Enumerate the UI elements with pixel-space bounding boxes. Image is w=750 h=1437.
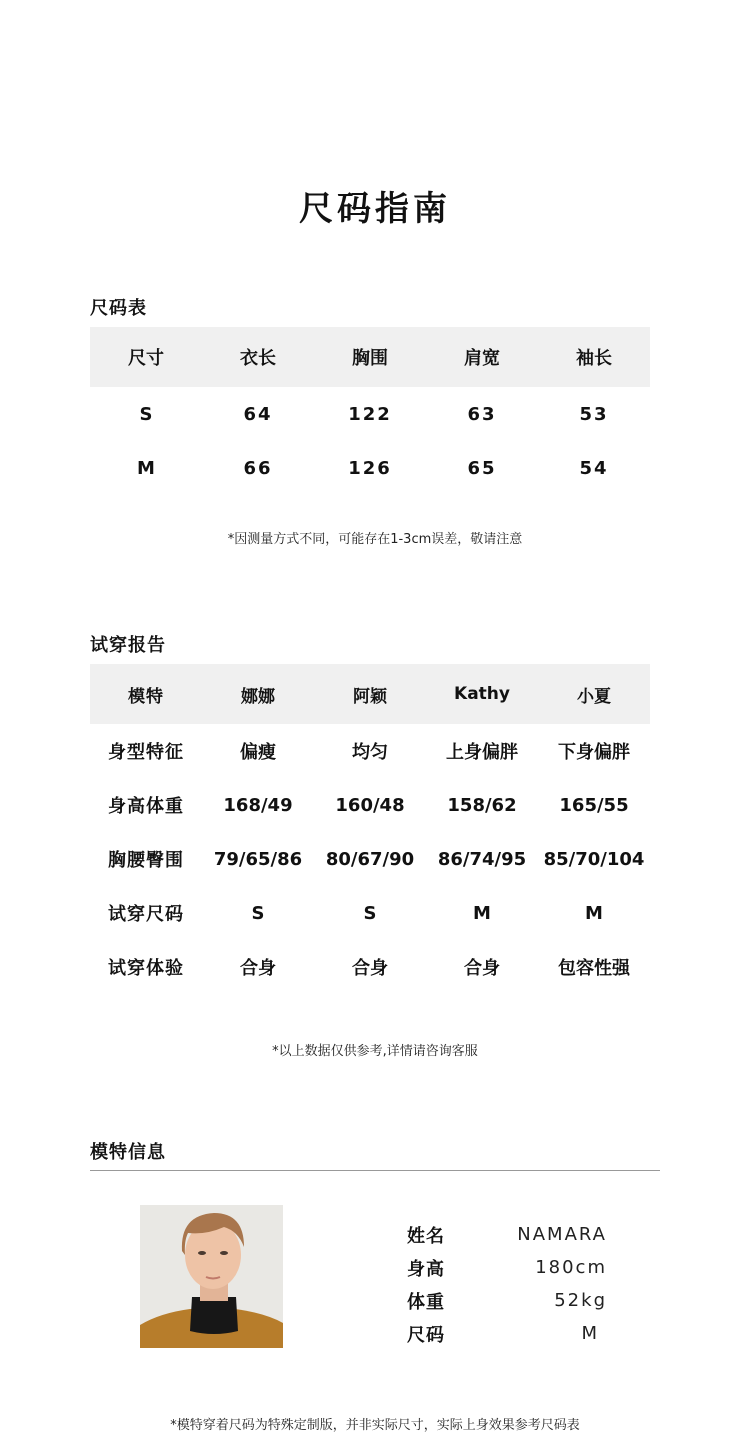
size-cell: 65 <box>467 457 497 479</box>
size-header-cell: 尺寸 <box>128 348 164 369</box>
model-info-list <box>407 1218 607 1350</box>
model-info-label: 体重 <box>407 1291 445 1313</box>
page-title: 尺码指南 <box>299 189 451 229</box>
size-cell: 66 <box>243 457 273 479</box>
fitting-report-title: 试穿报告 <box>90 635 166 656</box>
fitting-cell: M <box>585 902 603 924</box>
size-header-cell: 胸围 <box>352 348 388 369</box>
size-table <box>90 327 650 495</box>
size-table-header <box>90 327 650 387</box>
size-header-cell: 衣长 <box>240 348 276 369</box>
fitting-report-header <box>90 664 650 724</box>
fitting-header-cell: 阿颖 <box>353 686 387 707</box>
fitting-cell: 165/55 <box>559 794 629 816</box>
fitting-cell: 86/74/95 <box>437 848 527 870</box>
section-divider <box>90 1170 660 1171</box>
fitting-cell: 身型特征 <box>108 742 184 763</box>
model-info-row <box>407 1317 607 1350</box>
model-info-value: NAMARA <box>517 1224 607 1245</box>
size-table-note: *因测量方式不同，可能存在1-3cm误差，敬请注意 <box>227 532 523 547</box>
model-info-row <box>407 1251 607 1284</box>
fitting-cell: 合身 <box>352 958 388 979</box>
fitting-cell: 下身偏胖 <box>558 742 630 763</box>
model-info-label: 身高 <box>407 1258 445 1280</box>
model-info-value: 180cm <box>535 1257 607 1278</box>
size-cell: 64 <box>243 403 273 425</box>
model-info-title: 模特信息 <box>90 1142 166 1163</box>
table-row <box>90 940 650 994</box>
model-portrait-image <box>140 1205 283 1348</box>
fitting-cell: 身高体重 <box>108 796 184 817</box>
fitting-cell: 均匀 <box>352 742 388 763</box>
model-info-value: 52kg <box>554 1290 607 1311</box>
table-row <box>90 724 650 778</box>
fitting-cell: 合身 <box>464 958 500 979</box>
fitting-report-table <box>90 664 650 994</box>
fitting-cell: 80/67/90 <box>325 848 415 870</box>
model-photo <box>140 1205 283 1348</box>
fitting-cell: 试穿体验 <box>108 958 184 979</box>
size-cell: M <box>137 457 155 479</box>
fitting-cell: 偏瘦 <box>240 742 276 763</box>
model-info-row <box>407 1218 607 1251</box>
size-cell: 126 <box>348 457 392 479</box>
model-info-row <box>407 1284 607 1317</box>
fitting-cell: 168/49 <box>223 794 293 816</box>
table-row <box>90 886 650 940</box>
fitting-header-cell: 娜娜 <box>241 686 275 707</box>
fitting-cell: 上身偏胖 <box>446 742 518 763</box>
model-info-value: M <box>581 1323 599 1344</box>
table-row <box>90 441 650 495</box>
fitting-cell: 胸腰臀围 <box>108 850 184 871</box>
size-cell: 63 <box>467 403 497 425</box>
size-table-title: 尺码表 <box>90 298 147 319</box>
size-cell: 122 <box>348 403 392 425</box>
fitting-cell: S <box>363 902 377 924</box>
fitting-cell: 85/70/104 <box>543 848 645 870</box>
size-header-cell: 袖长 <box>576 348 612 369</box>
fitting-cell: M <box>473 902 491 924</box>
fitting-cell: 包容性强 <box>558 958 630 979</box>
fitting-report-note: *以上数据仅供参考,详情请咨询客服 <box>272 1044 478 1059</box>
size-cell: 54 <box>579 457 609 479</box>
fitting-header-cell: Kathy <box>454 684 510 704</box>
model-info-note: *模特穿着尺码为特殊定制版，并非实际尺寸，实际上身效果参考尺码表 <box>170 1418 580 1433</box>
size-cell: 53 <box>579 403 609 425</box>
fitting-cell: 158/62 <box>447 794 517 816</box>
fitting-cell: 试穿尺码 <box>108 904 184 925</box>
size-header-cell: 肩宽 <box>464 348 500 369</box>
model-info-label: 尺码 <box>407 1324 445 1346</box>
model-info-label: 姓名 <box>407 1225 445 1247</box>
fitting-cell: 79/65/86 <box>213 848 303 870</box>
fitting-cell: 合身 <box>240 958 276 979</box>
table-row <box>90 778 650 832</box>
table-row <box>90 387 650 441</box>
size-cell: S <box>139 403 153 425</box>
fitting-header-cell: 小夏 <box>577 686 611 707</box>
fitting-cell: 160/48 <box>335 794 405 816</box>
table-row <box>90 832 650 886</box>
fitting-cell: S <box>251 902 265 924</box>
fitting-header-cell: 模特 <box>128 686 164 707</box>
